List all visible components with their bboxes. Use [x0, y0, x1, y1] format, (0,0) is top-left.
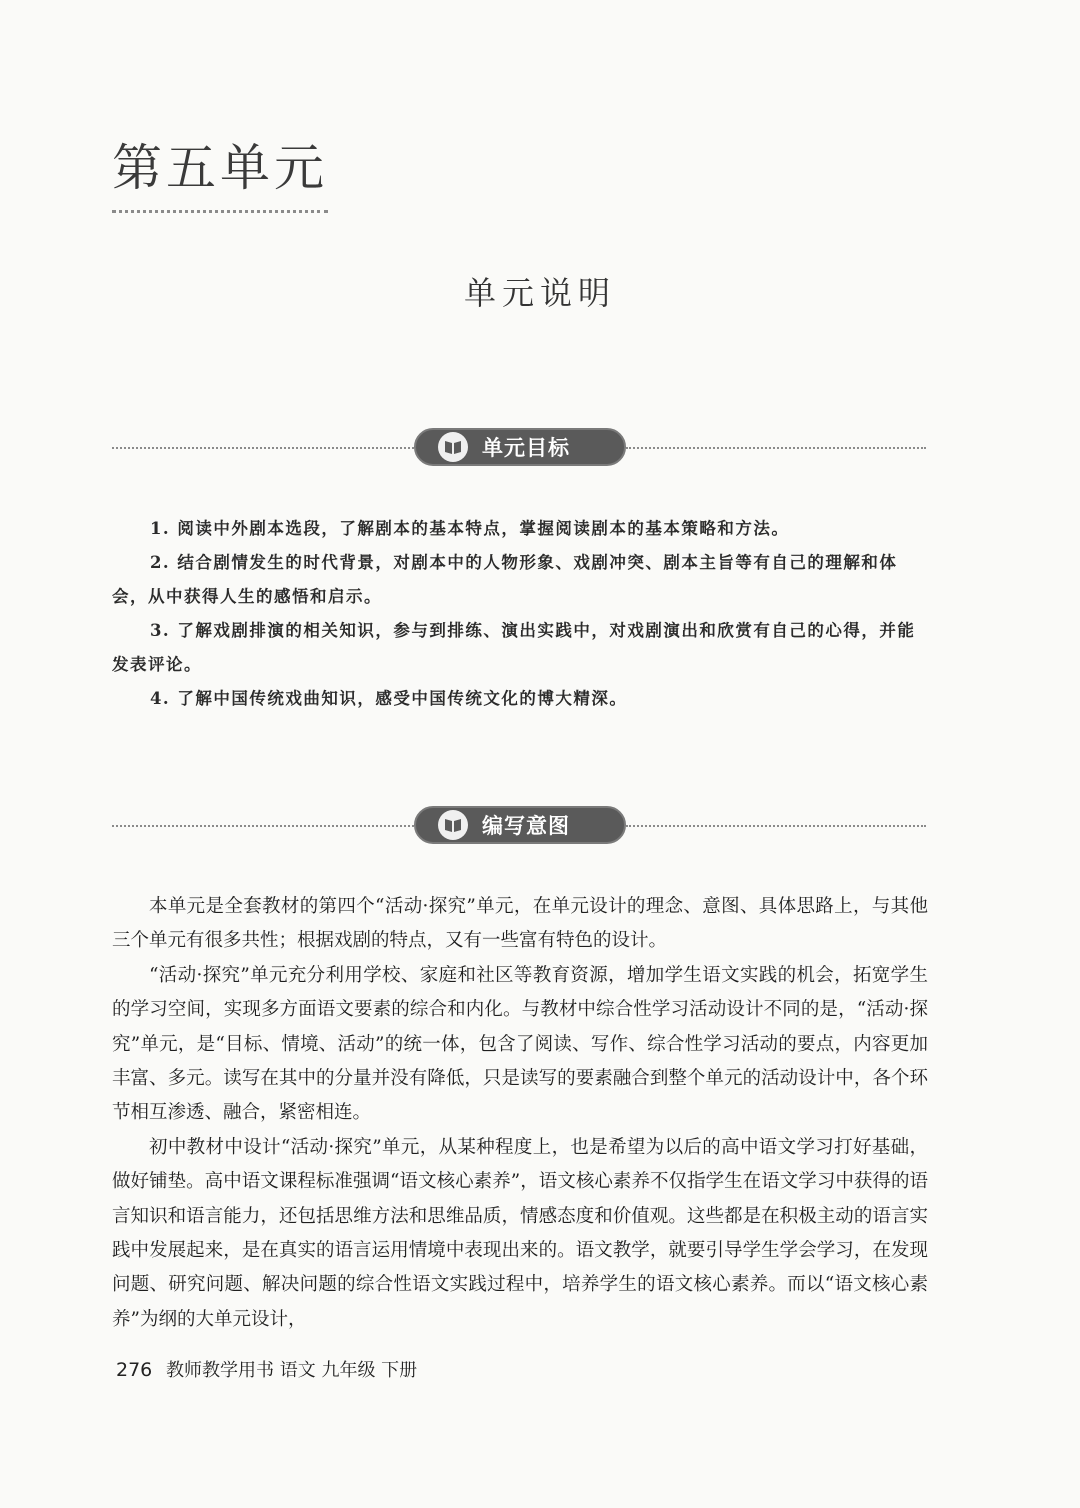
page-number: 276: [116, 1359, 153, 1381]
goals-section-header: [112, 428, 926, 468]
book-icon: [438, 432, 468, 462]
intent-paragraph: 初中教材中设计“活动·探究”单元，从某种程度上，也是希望为以后的高中语文学习打好基础，做好铺垫。高中语文课程标准强调“语文核心素养”，语文核心素养不仅指学生在语文学习中获得的语言知识和语言能力，还包括思维方法和思维品质，情感态度和价值观。这些都是在积极主动的语言实践中发展起来，是在真实的语言运用情境中表现出来的。语文教学，就要引导学生学会学习，在发现问题、研究问题、解决问题的综合性语文实践过程中，培养学生的语文核心素养。而以“语文核心素养”为纲的大单元设计，: [112, 1136, 928, 1330]
intent-section-header: [112, 806, 926, 846]
page-subtitle: 单元说明: [463, 274, 616, 312]
intent-section-label: 编写意图: [482, 814, 570, 838]
intent-section-badge: [414, 806, 626, 844]
divider-left: [112, 447, 414, 449]
book-icon: [438, 810, 468, 840]
goals-section-label: 单元目标: [482, 436, 570, 460]
goal-item: 4. 了解中国传统戏曲知识，感受中国传统文化的博大精深。: [149, 689, 628, 708]
book-title: 教师教学用书 语文 九年级 下册: [166, 1360, 418, 1381]
intent-paragraph: 本单元是全套教材的第四个“活动·探究”单元，在单元设计的理念、意图、具体思路上，与其他三个单元有很多共性；根据戏剧的特点，又有一些富有特色的设计。: [112, 896, 928, 952]
goal-item: 1. 阅读中外剧本选段，了解剧本的基本特点，掌握阅读剧本的基本策略和方法。: [149, 519, 790, 538]
goals-list: [112, 512, 928, 716]
intent-paragraph: “活动·探究”单元充分利用学校、家庭和社区等教育资源，增加学生语文实践的机会，拓宽学生的学习空间，实现多方面语文要素的综合和内化。与教材中综合性学习活动设计不同的是，“活动·探究”单元，是“目标、情境、活动”的统一体，包含了阅读、写作、综合性学习活动的要点，内容更加丰富、多元。读写在其中的分量并没有降低，只是读写的要素融合到整个单元的活动设计中，各个环节相互渗透、融合，紧密相连。: [112, 964, 928, 1124]
goals-section-badge: [414, 428, 626, 466]
unit-title: 第五单元: [112, 128, 328, 213]
goal-item: 3. 了解戏剧排演的相关知识，参与到排练、演出实践中，对戏剧演出和欣赏有自己的心得，并能发表评论。: [112, 621, 916, 674]
goal-item: 2. 结合剧情发生的时代背景，对剧本中的人物形象、戏剧冲突、剧本主旨等有自己的理解和体会，从中获得人生的感悟和启示。: [112, 553, 898, 606]
divider-left: [112, 825, 414, 827]
page-footer: [116, 1356, 417, 1382]
intent-body: [112, 890, 928, 1337]
divider-right: [626, 825, 926, 827]
divider-right: [626, 447, 926, 449]
